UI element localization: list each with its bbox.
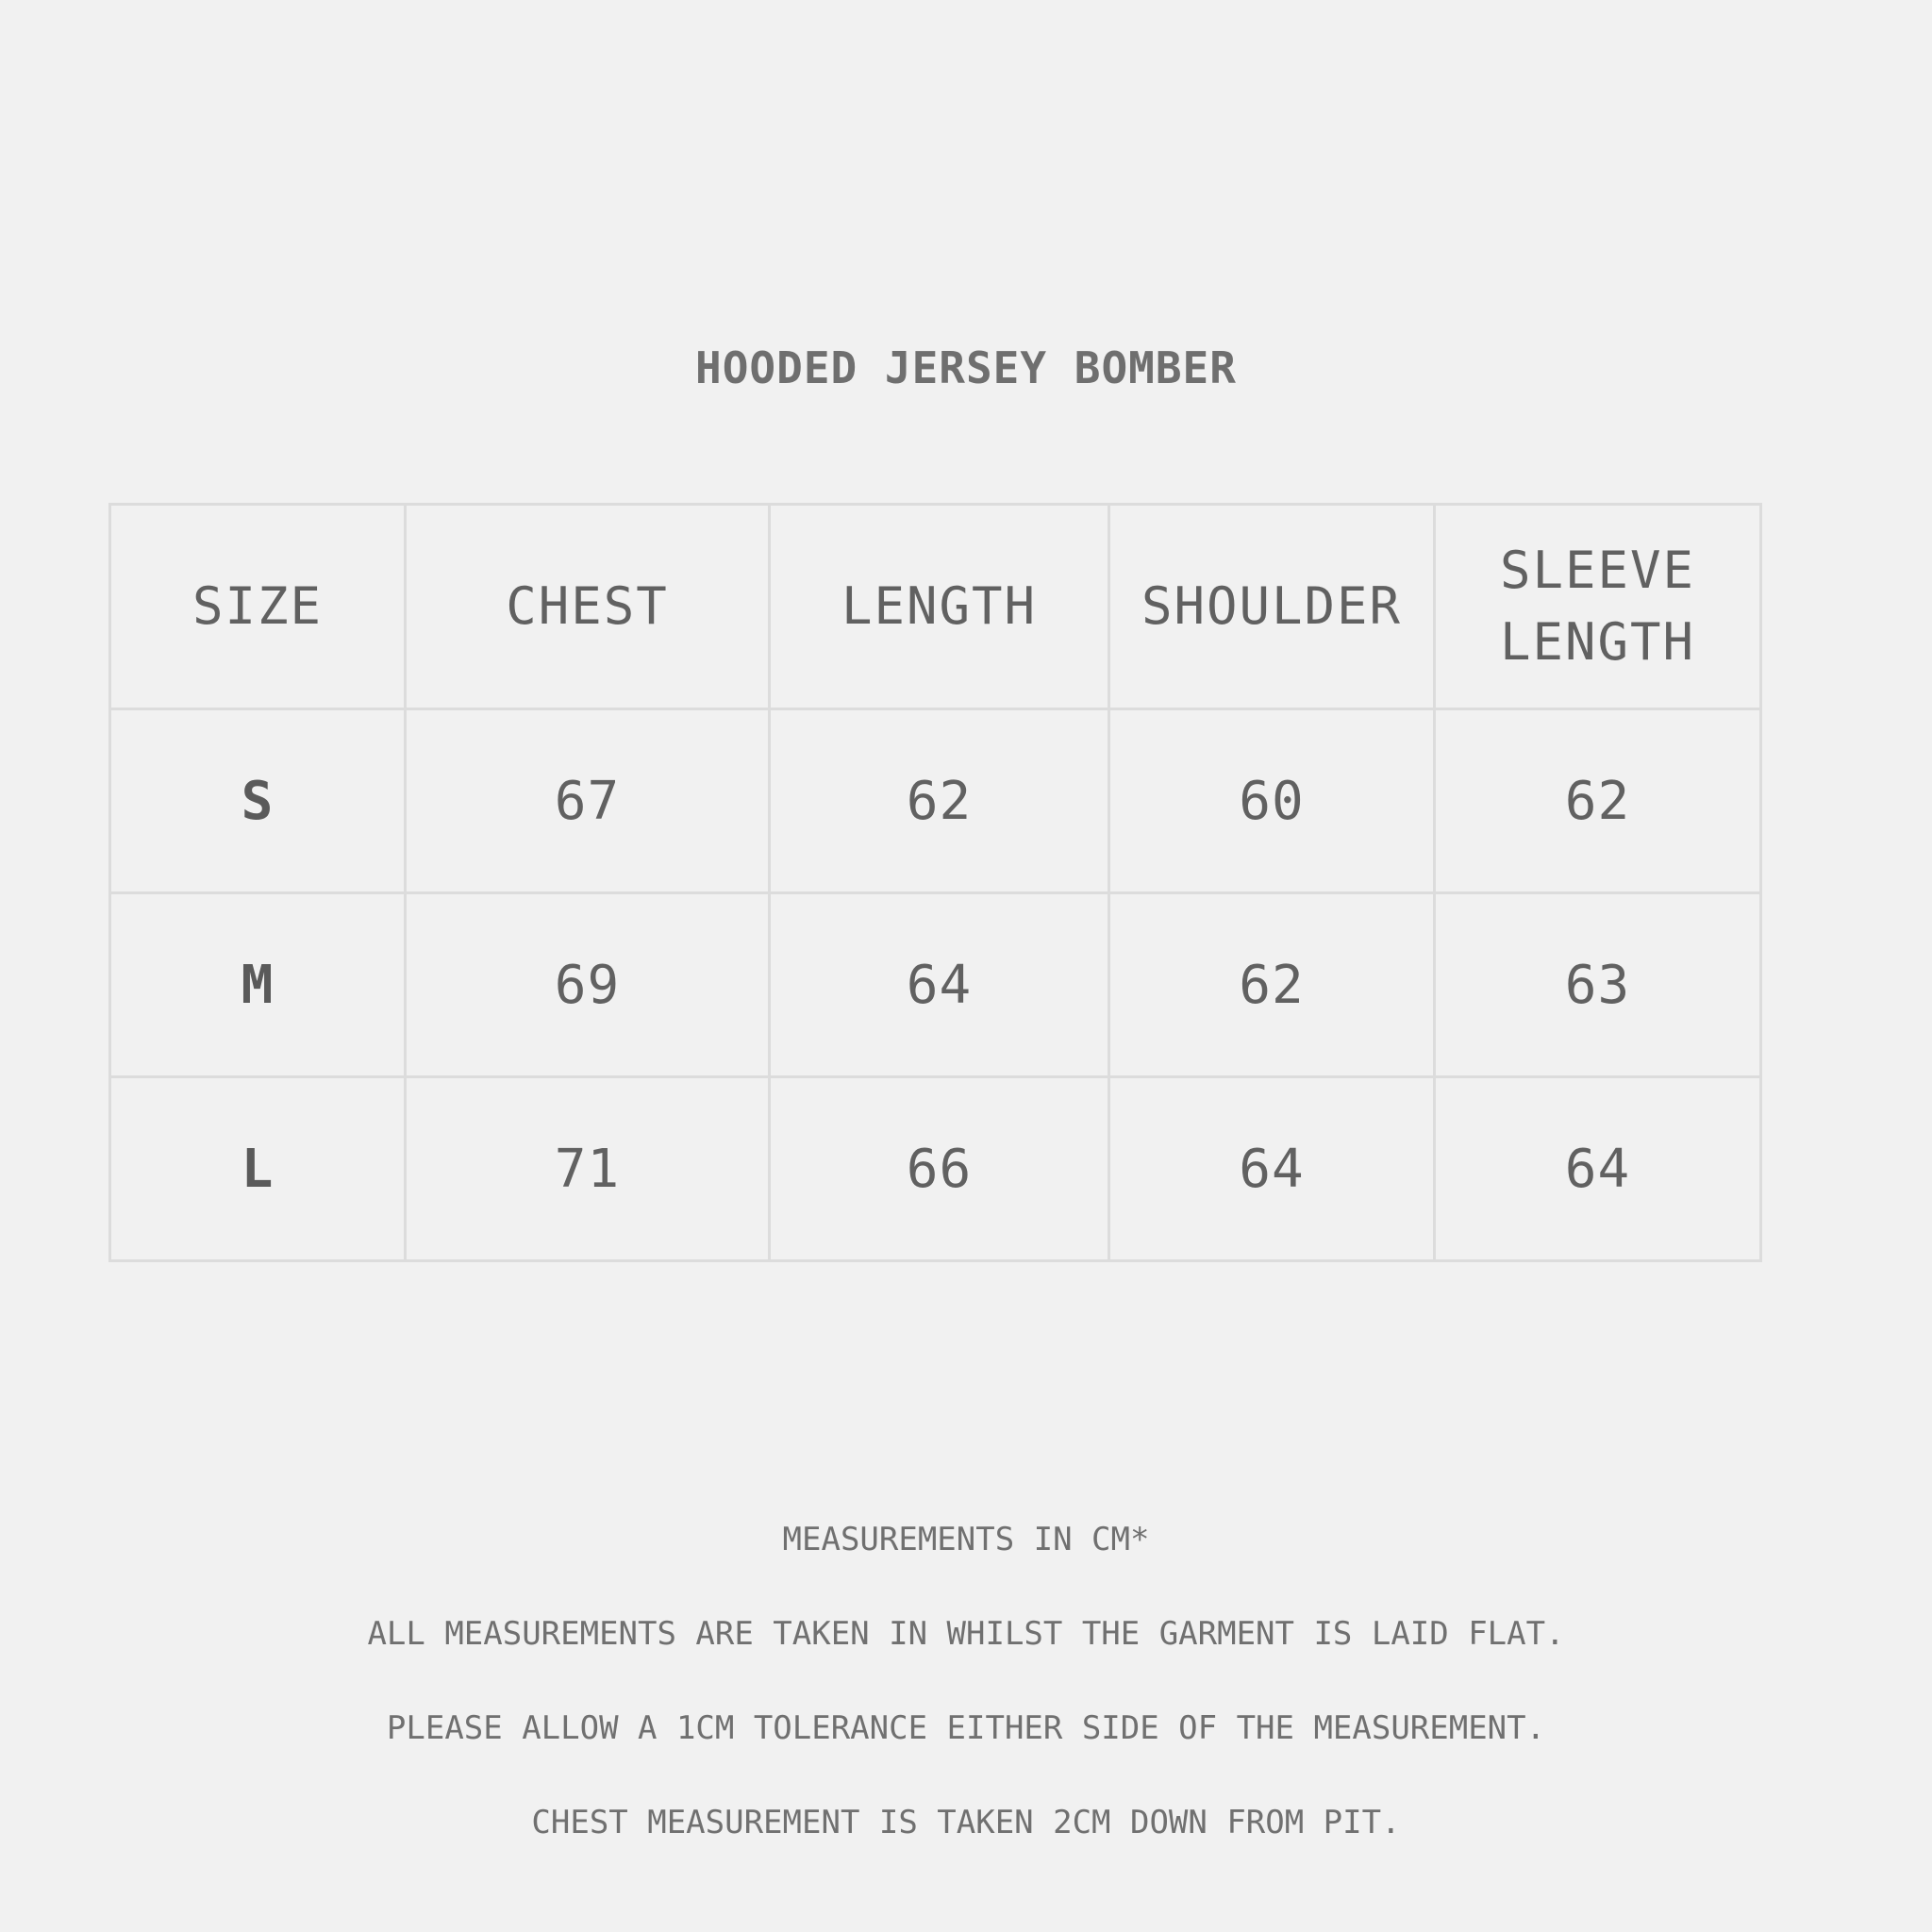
header-shoulder: SHOULDER bbox=[1109, 505, 1435, 709]
chest-cell: 71 bbox=[406, 1077, 770, 1261]
shoulder-cell: 62 bbox=[1109, 893, 1435, 1077]
header-chest: CHEST bbox=[406, 505, 770, 709]
shoulder-cell: 60 bbox=[1109, 709, 1435, 893]
measurement-notes bbox=[0, 1521, 1932, 1898]
shoulder-cell: 64 bbox=[1109, 1077, 1435, 1261]
chest-cell: 67 bbox=[406, 709, 770, 893]
note-laid-flat: ALL MEASUREMENTS ARE TAKEN IN WHILST THE GARMENT IS LAID FLAT. bbox=[367, 1615, 1565, 1653]
sleeve-cell: 62 bbox=[1435, 709, 1761, 893]
table-row bbox=[110, 709, 1761, 893]
length-cell: 64 bbox=[770, 893, 1109, 1077]
sleeve-cell: 64 bbox=[1435, 1077, 1761, 1261]
header-row bbox=[110, 505, 1761, 709]
product-title: HOODED JERSEY BOMBER bbox=[695, 342, 1237, 393]
header-sleeve-length: SLEEVE LENGTH bbox=[1435, 505, 1761, 709]
size-cell: M bbox=[110, 893, 406, 1077]
table-row bbox=[110, 1077, 1761, 1261]
header-size: SIZE bbox=[110, 505, 406, 709]
size-cell: L bbox=[110, 1077, 406, 1261]
length-cell: 62 bbox=[770, 709, 1109, 893]
note-units: MEASUREMENTS IN CM* bbox=[782, 1521, 1150, 1558]
table-row bbox=[110, 893, 1761, 1077]
header-length: LENGTH bbox=[770, 505, 1109, 709]
note-tolerance: PLEASE ALLOW A 1CM TOLERANCE EITHER SIDE OF THE MEASUREMENT. bbox=[386, 1709, 1546, 1747]
note-chest: CHEST MEASUREMENT IS TAKEN 2CM DOWN FROM PIT. bbox=[531, 1804, 1401, 1841]
chest-cell: 69 bbox=[406, 893, 770, 1077]
size-cell: S bbox=[110, 709, 406, 893]
sleeve-cell: 63 bbox=[1435, 893, 1761, 1077]
size-chart-table bbox=[108, 503, 1762, 1262]
length-cell: 66 bbox=[770, 1077, 1109, 1261]
